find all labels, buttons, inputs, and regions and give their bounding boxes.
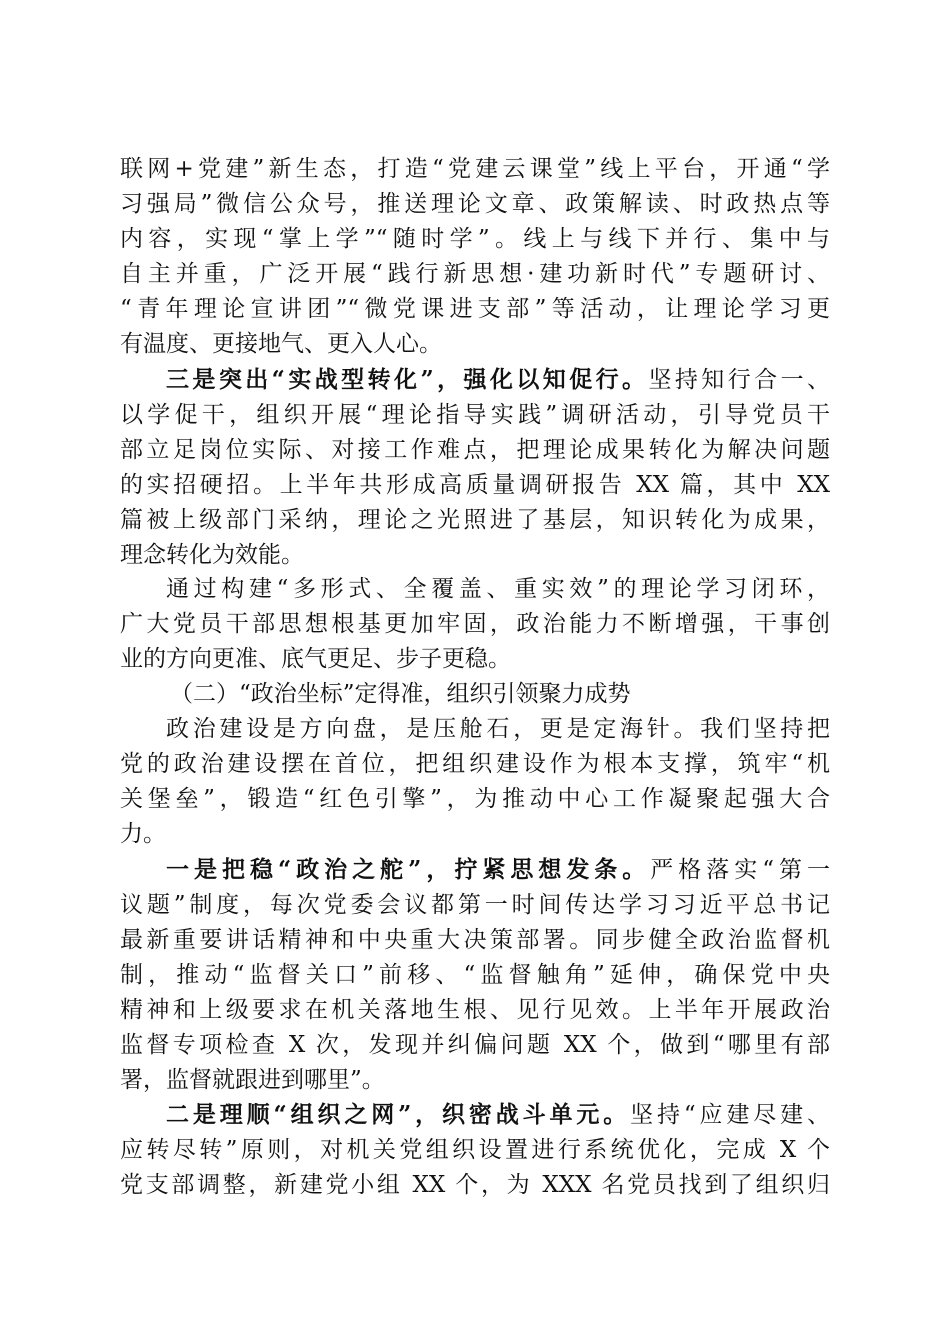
text-run: 严格落实“第一 — [650, 857, 830, 883]
text-line: 习强局”微信公众号，推送理论文章、政策解读、时政热点等 — [120, 191, 830, 217]
section-heading: （二）“政治坐标”定得准，组织引领聚力成势 — [170, 681, 631, 707]
text-line: 内容，实现“掌上学”“随时学”。线上与线下并行、集中与 — [120, 226, 830, 252]
text-line — [120, 1097, 830, 1133]
text-run: 坚持“应建尽建、 — [630, 1102, 830, 1128]
text-line: 广大党员干部思想根基更加牢固，政治能力不断增强，干事创 — [120, 611, 830, 637]
text-line: 的实招硬招。上半年共形成高质量调研报告 XX 篇，其中 XX — [120, 472, 830, 498]
text-run: 坚持知行合一、 — [648, 367, 830, 393]
text-line: “青年理论宣讲团”“微党课进支部”等活动，让理论学习更 — [120, 296, 830, 322]
text-line: 篇被上级部门采纳，理论之光照进了基层，知识转化为成果， — [120, 507, 830, 533]
text-line: 以学促干，组织开展“理论指导实践”调研活动，引导党员干 — [120, 402, 830, 428]
bold-lead-text: 三是突出“实战型转化”，强化以知促行。 — [166, 366, 649, 393]
text-line: 理念转化为效能。 — [120, 542, 304, 568]
text-line: 党的政治建设摆在首位，把组织建设作为根本支撑，筑牢“机 — [120, 751, 830, 777]
text-line: 监督专项检查 X 次，发现并纠偏问题 XX 个，做到“哪里有部 — [120, 1032, 830, 1058]
text-line — [120, 362, 830, 398]
paragraph-practical-transformation — [120, 362, 830, 573]
bold-lead-text: 一是把稳“政治之舵”，拧紧思想发条。 — [166, 856, 651, 883]
text-line — [120, 852, 830, 888]
text-line: 通过构建“多形式、全覆盖、重实效”的理论学习闭环， — [166, 576, 830, 602]
paragraph-organization-network — [120, 1097, 830, 1203]
text-line: 署，监督就跟进到哪里”。 — [120, 1067, 385, 1093]
paragraph-learning-loop — [120, 572, 830, 677]
text-line: 精神和上级要求在机关落地生根、见行见效。上半年开展政治 — [120, 997, 830, 1023]
text-line: 议题”制度，每次党委会议都第一时间传达学习习近平总书记 — [120, 892, 830, 918]
text-line: 应转尽转”原则，对机关党组织设置进行系统优化，完成 X 个 — [120, 1137, 830, 1163]
bold-lead-text: 二是理顺“组织之网”，织密战斗单元。 — [166, 1101, 631, 1128]
text-line: 联网+党建”新生态，打造“党建云课堂”线上平台，开通“学 — [120, 156, 830, 182]
text-line: 最新重要讲话精神和中央重大决策部署。同步健全政治监督机 — [120, 927, 830, 953]
text-line: 部立足岗位实际、对接工作难点，把理论成果转化为解决问题 — [120, 437, 830, 463]
paragraph-internet-party-building — [120, 152, 830, 362]
paragraph-political-construction — [120, 712, 830, 852]
text-line: 关堡垒”，锻造“红色引擎”，为推动中心工作凝聚起强大合 — [120, 786, 830, 812]
text-line: 力。 — [120, 821, 166, 847]
text-line: 业的方向更准、底气更足、步子更稳。 — [120, 646, 511, 672]
text-line: 自主并重，广泛开展“践行新思想·建功新时代”专题研讨、 — [120, 261, 830, 287]
paragraph-political-rudder — [120, 852, 830, 1098]
text-line: 有温度、更接地气、更入人心。 — [120, 331, 442, 357]
text-line: 党支部调整，新建党小组 XX 个，为 XXX 名党员找到了组织归 — [120, 1172, 830, 1198]
text-line: 制，推动“监督关口”前移、“监督触角”延伸，确保党中央 — [120, 962, 830, 988]
text-line: 政治建设是方向盘，是压舱石，更是定海针。我们坚持把 — [166, 716, 830, 742]
